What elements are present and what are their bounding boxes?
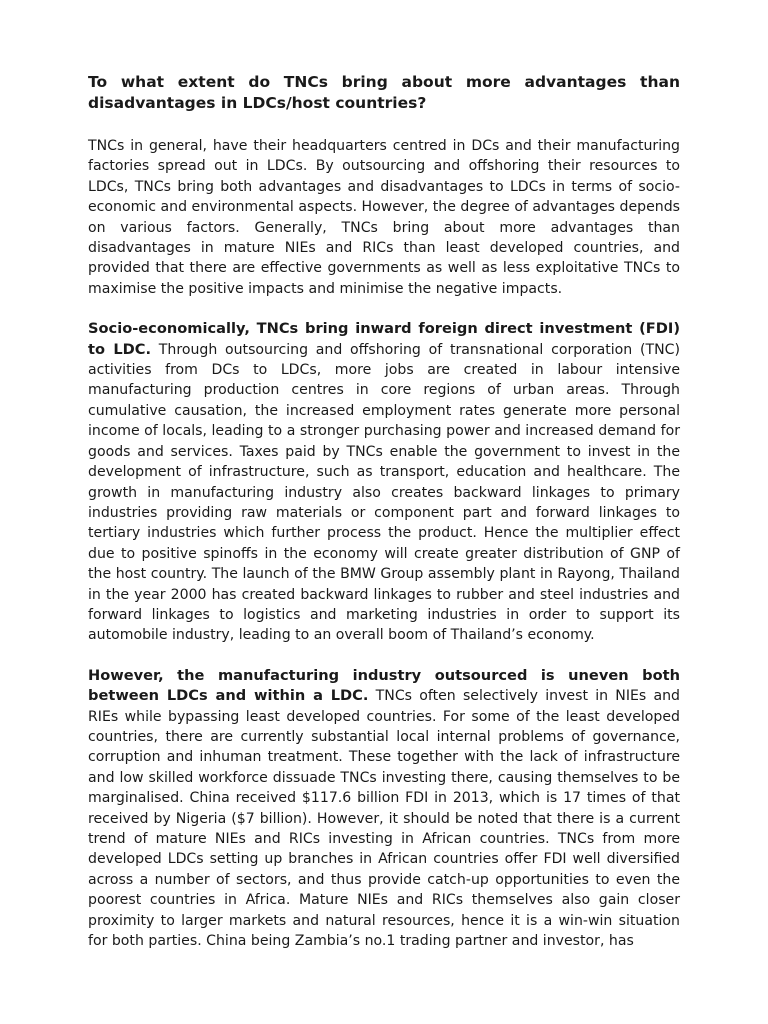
- socio-economic-lead-sentence: Socio-economically, TNCs bring inward foreign direct investment (FDI) to LDC.: [88, 320, 680, 358]
- document-page: [88, 72, 680, 971]
- socio-economic-paragraph-text: Through outsourcing and offshoring of transnational corporation (TNC) activities from DCs to LDCs, more jobs are created in labour intensive manufacturing production centres in core regions of urban areas. Through cumulative causation, the increased employment rates generate more personal income of locals, leading to a stronger purchasing power and increased demand for goods and services. Taxes paid by TNCs enable the government to invest in the development of infrastructure, such as transport, education and healthcare. The growth in manufacturing industry also creates backward linkages to primary industries providing raw materials or component part and forward linkages to tertiary industries which further process the product. Hence the multiplier effect due to positive spinoffs in the economy will create greater distribution of GNP of the host country. The launch of the BMW Group assembly plant in Rayong, Thailand in the year 2000 has created backward linkages to rubber and steel industries and forward linkages to logistics and marketing industries in order to support its automobile industry, leading to an overall boom of Thailand’s economy.: [88, 341, 680, 644]
- socio-economic-paragraph: [88, 319, 680, 646]
- intro-paragraph-text: TNCs in general, have their headquarters centred in DCs and their manufacturing factories spread out in LDCs. By outsourcing and offshoring their resources to LDCs, TNCs bring both advantages and disadvantages to LDCs in terms of socio-economic and environmental aspects. However, the degree of advantages depends on various factors. Generally, TNCs bring about more advantages than disadvantages in mature NIEs and RICs than least developed countries, and provided that there are effective governments as well as less exploitative TNCs to maximise the positive impacts and minimise the negative impacts.: [88, 138, 680, 297]
- uneven-outsourcing-paragraph-text: TNCs often selectively invest in NIEs and RIEs while bypassing least developed countries. For some of the least developed countries, there are currently substantial local internal problems of governance, corruption and inhuman treatment. These together with the lack of infrastructure and low skilled workforce dissuade TNCs investing there, causing themselves to be marginalised. China received $117.6 billion FDI in 2013, which is 17 times of that received by Nigeria ($7 billion). However, it should be noted that there is a current trend of mature NIEs and RICs investing in African countries. TNCs from more developed LDCs setting up branches in African countries offer FDI well diversified across a number of sectors, and thus provide catch-up opportunities to even the poorest countries in Africa. Mature NIEs and RICs themselves also gain closer proximity to larger markets and natural resources, hence it is a win-win situation for both parties. China being Zambia’s no.1 trading partner and investor, has: [88, 688, 680, 950]
- essay-title: To what extent do TNCs bring about more advantages than disadvantages in LDCs/host countries?: [88, 73, 680, 112]
- uneven-outsourcing-lead-sentence: However, the manufacturing industry outsourced is uneven both between LDCs and within a LDC.: [88, 666, 680, 705]
- uneven-outsourcing-paragraph: [88, 666, 680, 952]
- intro-paragraph: [88, 136, 680, 299]
